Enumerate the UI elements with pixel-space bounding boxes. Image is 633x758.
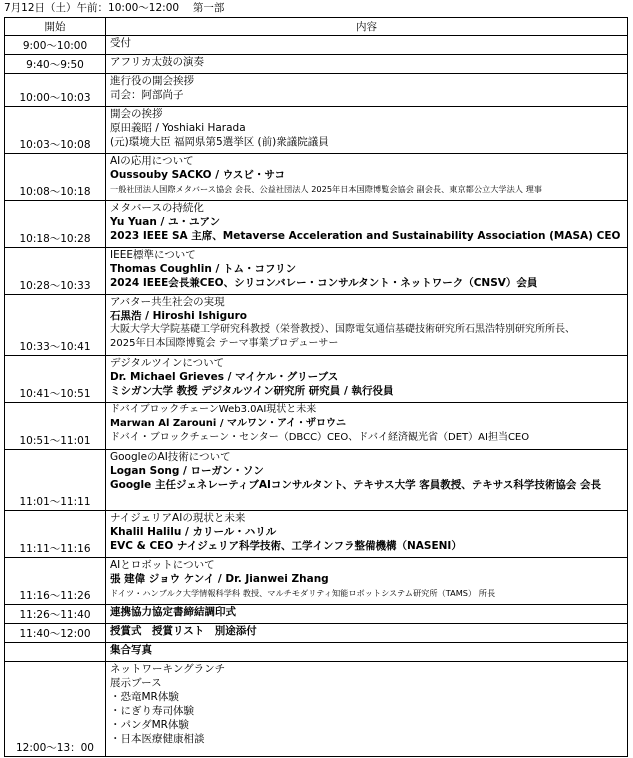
row-time: 11:16～11:26 bbox=[5, 558, 106, 605]
row-content bbox=[106, 154, 628, 201]
content-line: 受付 bbox=[110, 37, 131, 49]
row-time: 10:33～10:41 bbox=[5, 295, 106, 356]
content-line: (元)環境大臣 福岡県第5選挙区 (前)衆議院議員 bbox=[110, 136, 329, 148]
row-time: 11:26～11:40 bbox=[5, 605, 106, 624]
table-header-row bbox=[5, 18, 628, 36]
content-line: 集合写真 bbox=[110, 644, 152, 656]
row-content bbox=[106, 74, 628, 107]
column-header-content: 内容 bbox=[106, 18, 628, 36]
row-content bbox=[106, 624, 628, 643]
row-time: 11:40～12:00 bbox=[5, 624, 106, 643]
content-line: 石黒浩 / Hiroshi Ishiguro bbox=[110, 310, 248, 322]
content-line: 進行役の開会挨拶 bbox=[110, 75, 194, 87]
content-line: ネットワーキングランチ bbox=[110, 663, 226, 675]
content-line: Dr. Michael Grieves / マイケル・グリーブス bbox=[110, 371, 339, 383]
row-content bbox=[106, 107, 628, 154]
column-header-time: 開始 bbox=[5, 18, 106, 36]
row-time: 10:18～10:28 bbox=[5, 201, 106, 248]
content-line: ドバイブロックチェーンWeb3.0AI現状と未来 bbox=[110, 404, 317, 415]
content-line: デジタルツインについて bbox=[110, 357, 225, 369]
content-line: ・日本医療健康相談 bbox=[110, 733, 205, 745]
row-content bbox=[106, 662, 628, 757]
row-content bbox=[106, 558, 628, 605]
content-line: ミシガン大学 教授 デジタルツイン研究所 研究員 / 執行役員 bbox=[110, 385, 394, 397]
row-content bbox=[106, 201, 628, 248]
schedule-table bbox=[4, 17, 628, 757]
content-line: AIとロボットについて bbox=[110, 559, 215, 571]
row-time: 10:51～11:01 bbox=[5, 403, 106, 450]
content-line: Oussouby SACKO / ウスビ・サコ bbox=[110, 169, 286, 181]
content-line: 2024 IEEE会長兼CEO、シリコンバレー・コンサルタント・ネットワーク（CNSV）会員 bbox=[110, 277, 538, 289]
content-line: 展示ブース bbox=[110, 677, 162, 689]
content-line: 大阪大学大学院基礎工学研究科教授（栄誉教授）、国際電気通信基礎技術研究所石黒浩特別研究所所長、 bbox=[110, 324, 575, 335]
content-line: 授賞式 授賞リスト 別途添付 bbox=[110, 625, 257, 637]
table-row bbox=[5, 511, 628, 558]
table-row bbox=[5, 356, 628, 403]
table-row bbox=[5, 662, 628, 757]
content-line: Logan Song / ローガン・ソン bbox=[110, 465, 264, 477]
content-line: アバター共生社会の実現 bbox=[110, 296, 225, 308]
row-content bbox=[106, 403, 628, 450]
table-row bbox=[5, 295, 628, 356]
table-row bbox=[5, 154, 628, 201]
row-time bbox=[5, 643, 106, 662]
table-row bbox=[5, 201, 628, 248]
row-time: 11:11～11:16 bbox=[5, 511, 106, 558]
table-row bbox=[5, 558, 628, 605]
table-row bbox=[5, 605, 628, 624]
row-time: 9:40～9:50 bbox=[5, 55, 106, 74]
table-row bbox=[5, 450, 628, 511]
content-line: GoogleのAI技術について bbox=[110, 451, 231, 463]
row-content bbox=[106, 295, 628, 356]
content-line: Yu Yuan / ユ・ユアン bbox=[110, 216, 221, 228]
content-line: 2025年日本国際博覧会 テーマ事業プロデューサー bbox=[110, 338, 339, 349]
content-line: EVC & CEO ナイジェリア科学技術、工学インフラ整備機構（NASENI） bbox=[110, 540, 462, 552]
row-content bbox=[106, 55, 628, 74]
content-line: 開会の挨拶 bbox=[110, 108, 163, 120]
table-row bbox=[5, 36, 628, 55]
content-line: Marwan Al Zarouni / マルワン・アイ・ザロウニ bbox=[110, 418, 347, 429]
table-row bbox=[5, 403, 628, 450]
row-time: 10:41～10:51 bbox=[5, 356, 106, 403]
content-line: Google 主任ジェネレーティブAIコンサルタント、テキサス大学 客員教授、テキサス科学技術協会 会長 bbox=[110, 479, 601, 491]
content-line: ドイツ・ハンブルク大学情報科学科 教授、マルチモダリティ知能ロボットシステム研究所（TAMS） 所長 bbox=[110, 588, 496, 598]
content-line: ・にぎり寿司体験 bbox=[110, 705, 194, 717]
table-row bbox=[5, 643, 628, 662]
row-content bbox=[106, 643, 628, 662]
content-line: 2023 IEEE SA 主席、Metaverse Acceleration and Sustainability Association (MASA) CEO bbox=[110, 230, 621, 242]
row-time: 10:28～10:33 bbox=[5, 248, 106, 295]
row-time: 10:08～10:18 bbox=[5, 154, 106, 201]
content-line: ・パンダMR体験 bbox=[110, 719, 189, 731]
content-line: ・恐竜MR体験 bbox=[110, 691, 179, 703]
row-time: 12:00～13：00 bbox=[5, 662, 106, 757]
content-line: 原田義昭 / Yoshiaki Harada bbox=[110, 122, 246, 134]
table-row bbox=[5, 107, 628, 154]
content-line: Thomas Coughlin / トム・コフリン bbox=[110, 263, 297, 275]
content-line: アフリカ太鼓の演奏 bbox=[110, 56, 204, 68]
content-line: メタバースの持続化 bbox=[110, 202, 204, 214]
row-time: 10:03～10:08 bbox=[5, 107, 106, 154]
content-line: 一般社団法人国際メタバース協会 会長、公益社団法人 2025年日本国際博覧会協会 副会長、東京都公立大学法人 理事 bbox=[110, 184, 542, 194]
content-line: IEEE標準について bbox=[110, 249, 196, 261]
table-row bbox=[5, 74, 628, 107]
row-content bbox=[106, 450, 628, 511]
content-line: 司会：阿部尚子 bbox=[110, 89, 184, 101]
row-time: 9:00～10:00 bbox=[5, 36, 106, 55]
content-line: Khalil Halilu / カリール・ハリル bbox=[110, 526, 277, 538]
schedule-body bbox=[5, 36, 628, 757]
row-time: 10:00～10:03 bbox=[5, 74, 106, 107]
content-line: ナイジェリアAIの現状と未来 bbox=[110, 512, 246, 524]
content-line: AIの応用について bbox=[110, 155, 194, 167]
content-line: ドバイ・ブロックチェーン・センター（DBCC）CEO、ドバイ経済観光省（DET）AI担当CEO bbox=[110, 432, 530, 443]
row-content bbox=[106, 356, 628, 403]
schedule-header: 7月12日（土）午前：10:00～12:00 第一部 bbox=[4, 2, 225, 14]
row-time: 11:01～11:11 bbox=[5, 450, 106, 511]
table-row bbox=[5, 248, 628, 295]
table-row bbox=[5, 55, 628, 74]
table-row bbox=[5, 624, 628, 643]
row-content bbox=[106, 36, 628, 55]
row-content bbox=[106, 511, 628, 558]
row-content bbox=[106, 605, 628, 624]
content-line: 連携協力協定書締結調印式 bbox=[110, 606, 236, 618]
row-content bbox=[106, 248, 628, 295]
content-line: 張 建偉 ジョウ ケンイ / Dr. Jianwei Zhang bbox=[110, 573, 329, 585]
